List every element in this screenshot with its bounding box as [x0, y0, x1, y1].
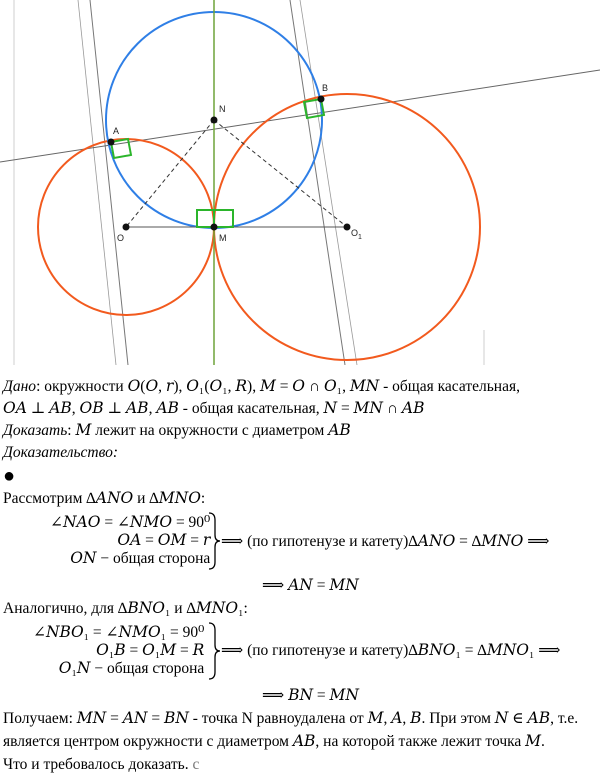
sys2-result: ⟹ (по гипотенузе и катету)∆𝐵𝑁𝑂₁ = ∆𝑀𝑁𝑂₁ ⟹ — [221, 642, 561, 659]
trailing-char: с — [192, 756, 200, 773]
sys1-row-3: 𝑂𝑁 − общая сторона — [70, 550, 211, 567]
system-1 — [50, 514, 210, 568]
perp-line-through-B — [290, 0, 345, 365]
point-N — [211, 117, 218, 124]
proof-heading: Доказательство: — [3, 444, 119, 461]
label-M: M — [219, 233, 227, 243]
brace-1 — [207, 512, 221, 570]
right-angle-M-right — [214, 210, 233, 227]
sys2-row-2: 𝑂₁𝐵 = 𝑂₁𝑀 = 𝑅 — [96, 642, 205, 659]
similar-line: Аналогично, для ∆𝐵𝑁𝑂₁ и ∆𝑀𝑁𝑂₁: — [3, 600, 248, 617]
point-B — [318, 96, 325, 103]
point-O1 — [344, 224, 351, 231]
final-line-3 — [3, 756, 199, 774]
label-O1: $O_1$ — [351, 228, 362, 241]
label-N: N — [219, 104, 226, 114]
brace-2 — [207, 622, 221, 680]
given-text-1: : окружности 𝑂(𝑂, 𝑟), 𝑂₁(𝑂₁, 𝑅), 𝑀 = 𝑂 ∩ 𝑂₁, 𝑀𝑁 - общая касательная, — [36, 378, 520, 395]
label-O: O — [117, 233, 125, 243]
point-M — [211, 224, 218, 231]
sys1-row-2: 𝑂𝐴 = 𝑂𝑀 = 𝑟 — [117, 532, 211, 549]
right-angle-M-left — [197, 210, 214, 227]
sys1-row-1: ∠𝑁𝐴𝑂 = ∠𝑁𝑀𝑂 = 90⁰ — [50, 514, 211, 531]
bullet-point: ● — [3, 465, 16, 487]
final-text-3: Что и требовалось доказать. — [3, 756, 189, 773]
prove-text: : 𝑀 лежит на окружности с диаметром 𝐴𝐵 — [67, 422, 351, 439]
prove-label: Доказать — [3, 422, 68, 439]
sys2-row-3: 𝑂₁𝑁 − общая сторона — [58, 660, 205, 677]
given-line-1 — [3, 378, 520, 396]
point-A — [108, 139, 115, 146]
geometry-figure — [0, 0, 600, 365]
perp-line-through-O1 — [300, 0, 357, 365]
given-label: Дано — [3, 378, 37, 395]
conclusion-2: ⟹ 𝐵𝑁 = 𝑀𝑁 — [262, 687, 359, 704]
consider-line-1: Рассмотрим ∆𝐴𝑁𝑂 и ∆𝑀𝑁𝑂: — [3, 490, 206, 507]
prove-line — [3, 422, 351, 440]
given-line-2: 𝑂𝐴 ⊥ 𝐴𝐵, 𝑂𝐵 ⊥ 𝐴𝐵, 𝐴𝐵 - общая касательная, 𝑁 = 𝑀𝑁 ∩ 𝐴𝐵 — [3, 400, 425, 417]
final-line-2: является центром окружности с диаметром 𝐴𝐵, на которой также лежит точка 𝑀. — [3, 733, 545, 750]
label-A: A — [113, 126, 120, 136]
sys2-row-1: ∠𝑁𝐵𝑂₁ = ∠𝑁𝑀𝑂₁ = 90⁰ — [33, 624, 205, 641]
label-B: B — [322, 83, 329, 93]
final-line-1: Получаем: 𝑀𝑁 = 𝐴𝑁 = 𝐵𝑁 - точка N равноудалена от 𝑀, 𝐴, 𝐵. При этом 𝑁 ∈ 𝐴𝐵, т.е. — [3, 710, 579, 727]
point-O — [123, 224, 130, 231]
system-2 — [33, 624, 204, 678]
conclusion-1: ⟹ 𝐴𝑁 = 𝑀𝑁 — [262, 577, 359, 594]
sys1-result: ⟹ (по гипотенузе и катету)∆𝐴𝑁𝑂 = ∆𝑀𝑁𝑂 ⟹ — [221, 533, 550, 550]
